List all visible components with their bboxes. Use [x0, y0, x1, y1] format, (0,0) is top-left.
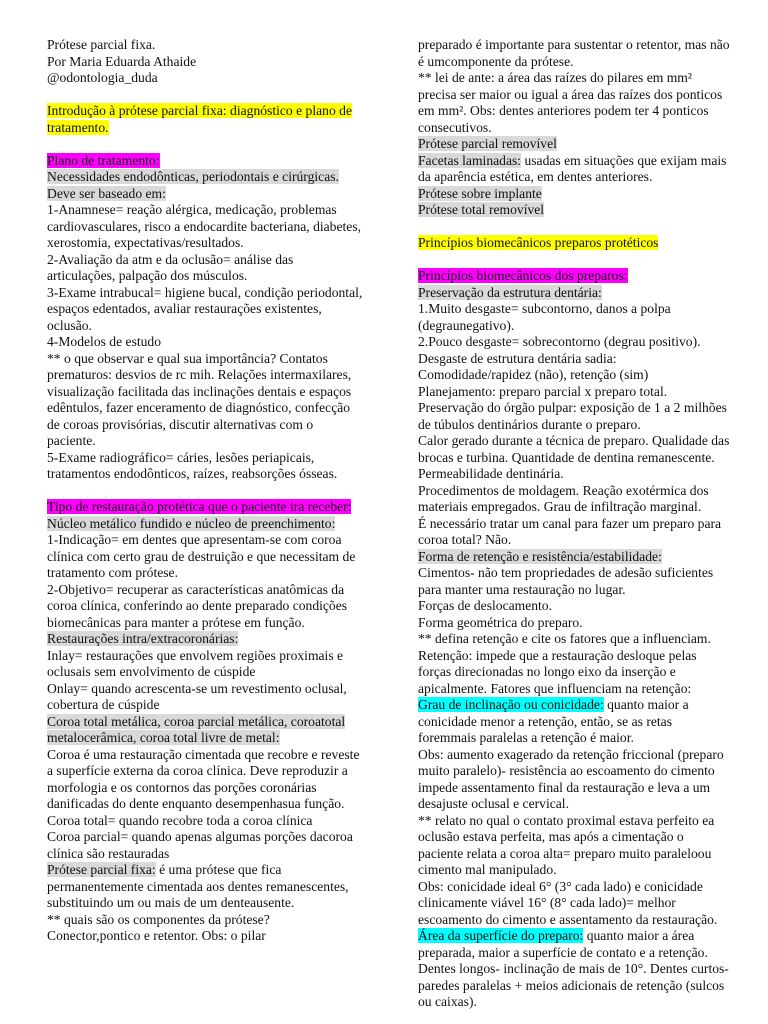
- paragraph-text: 2-Avaliação da atm e da oclusão= análise das articulações, palpação dos músculos.: [47, 251, 294, 283]
- text-paragraph: [418, 37, 730, 70]
- text-paragraph: [47, 252, 365, 285]
- highlighted-text: Princípios biomecânicos preparos protéticos: [418, 235, 659, 250]
- highlighted-text: Tipo de restauração protética que o paciente ira receber:: [47, 499, 352, 514]
- paragraph-text: ** relato no qual o contato proximal estava perfeito ea oclusão estava perfeita, mas após a cimentação o paciente relata a coroa alta= preparo muito paraleloou cimento mal manipulado.: [418, 812, 715, 877]
- text-paragraph: [418, 367, 730, 384]
- text-paragraph: [47, 582, 365, 632]
- text-paragraph: [418, 879, 730, 929]
- text-paragraph: [47, 813, 365, 830]
- highlighted-text: Necessidades endodônticas, periodontais e cirúrgicas.: [47, 169, 339, 184]
- text-paragraph: [418, 615, 730, 632]
- text-paragraph: [418, 186, 730, 203]
- paragraph-text: Coroa é uma restauração cimentada que recobre e reveste a superfície externa da coroa clínica. Deve reproduzir a morfologia e os contornos das porções coronárias danificadas do dente enquanto desempenhasua função.: [47, 746, 360, 811]
- paragraph-text: quanto maior a conicidade menor a retenção, então, se as retas foremmais paralelas a retenção é maior.: [418, 697, 689, 745]
- paragraph-text: 2-Objetivo= recuperar as características anatômicas da coroa clínica, conferindo ao dente preparado condições biomecânicas para manter a prótese em função.: [47, 581, 348, 630]
- paragraph-text: Obs: conicidade ideal 6° (3° cada lado) e conicidade clinicamente viável 16° (8° cada lado)= melhor escoamento do cimento e assentamento da restauração.: [418, 878, 718, 927]
- paragraph-text: Coroa total= quando recobre toda a coroa clínica: [47, 812, 313, 828]
- highlighted-text: Grau de inclinação ou conicidade:: [418, 697, 604, 712]
- paragraph-text: Dentes longos- inclinação de mais de 10°. Dentes curtos- paredes paralelas + meios adicionais de retenção (sulcos ou caixas).: [418, 961, 729, 1009]
- text-paragraph: [47, 516, 365, 533]
- paragraph-text: quanto maior a área preparada, maior a superfície de contato e a retenção.: [418, 928, 708, 960]
- paragraph-text: @odontologia_duda: [47, 70, 158, 85]
- text-paragraph: [418, 351, 730, 368]
- paragraph-spacer: [47, 87, 365, 104]
- paragraph-text: 1-Anamnese= reação alérgica, medicação, problemas cardiovasculares, risco a endocardite bacteriana, diabetes, xerostomia, expectativas/resultados.: [47, 202, 362, 250]
- highlighted-text: Núcleo metálico fundido e núcleo de preenchimento:: [47, 515, 336, 531]
- paragraph-text: Preservação do órgão pulpar: exposição de 1 a 2 milhões de túbulos dentinários durante o preparo.: [418, 400, 727, 432]
- highlighted-text: Restaurações intra/extracoronárias:: [47, 631, 239, 646]
- text-paragraph: [47, 714, 365, 747]
- text-paragraph: [47, 648, 365, 681]
- paragraph-text: Forças de deslocamento.: [418, 598, 553, 613]
- paragraph-text: Retenção: impede que a restauração desloque pelas forças direcionadas no longo eixo da inserção e apicalmente. Fatores que influenciam na retenção:: [418, 647, 697, 696]
- highlighted-text: Prótese parcial fixa:: [47, 862, 156, 877]
- text-paragraph: [47, 153, 365, 170]
- text-paragraph: [418, 516, 730, 549]
- paragraph-text: ** defina retenção e cite os fatores que a influenciam.: [418, 631, 711, 646]
- paragraph-text: Calor gerado durante a técnica de preparo. Qualidade das brocas e turbina. Quantidade de dentina remanescente. Permeabilidade dentinária.: [418, 433, 730, 481]
- highlighted-text: Forma de retenção e resistência/estabilidade:: [418, 548, 662, 564]
- text-paragraph: [418, 235, 730, 252]
- paragraph-spacer: [47, 136, 365, 153]
- text-paragraph: [418, 565, 730, 598]
- highlighted-text: Prótese parcial removível: [418, 136, 557, 151]
- text-paragraph: [47, 103, 365, 136]
- text-paragraph: [418, 400, 730, 433]
- paragraph-text: Onlay= quando acrescenta-se um revestimento oclusal, cobertura de cúspide: [47, 680, 347, 712]
- text-paragraph: [418, 70, 730, 136]
- text-paragraph: [418, 928, 730, 961]
- text-paragraph: [418, 747, 730, 813]
- text-paragraph: [47, 532, 365, 582]
- paragraph-spacer: [418, 252, 730, 269]
- text-paragraph: [418, 433, 730, 483]
- paragraph-text: 1.Muito desgaste= subcontorno, danos a polpa (degraunegativo).: [418, 301, 671, 333]
- paragraph-text: Conector,pontico e retentor. Obs: o pilar: [47, 928, 266, 943]
- highlighted-text: Facetas laminadas:: [418, 152, 522, 168]
- right-column: [418, 37, 730, 1011]
- paragraph-spacer: [47, 483, 365, 500]
- paragraph-text: Forma geométrica do preparo.: [418, 614, 583, 630]
- text-paragraph: [418, 483, 730, 516]
- paragraph-text: Cimentos- não tem propriedades de adesão suficientes para manter uma restauração no lugar.: [418, 565, 714, 597]
- text-paragraph: [47, 70, 365, 87]
- paragraph-spacer: [418, 219, 730, 236]
- paragraph-text: 5-Exame radiográfico= cáries, lesões periapicais, tratamentos endodônticos, raízes, reabsorções ósseas.: [47, 449, 338, 481]
- text-paragraph: [418, 202, 730, 219]
- paragraph-text: É necessário tratar um canal para fazer um preparo para coroa total? Não.: [418, 515, 722, 547]
- text-paragraph: [418, 631, 730, 648]
- highlighted-text: Princípios biomecânicos dos preparos:: [418, 268, 628, 283]
- paragraph-text: 4-Modelos de estudo: [47, 334, 162, 349]
- paragraph-text: é uma prótese que fica permanentemente cimentada aos dentes remanescentes, substituindo um ou mais de um denteausente.: [47, 862, 349, 910]
- text-paragraph: [418, 648, 730, 698]
- paragraph-text: ** quais são os componentes da prótese?: [47, 911, 270, 927]
- text-paragraph: [418, 598, 730, 615]
- highlighted-text: Coroa total metálica, coroa parcial metálica, coroatotal metalocerâmica, coroa total livre de metal:: [47, 713, 346, 745]
- text-paragraph: [47, 928, 365, 945]
- paragraph-text: Coroa parcial= quando apenas algumas porções dacoroa clínica são restauradas: [47, 829, 353, 861]
- paragraph-text: Obs: aumento exagerado da retenção friccional (preparo muito paralelo)- resistência ao escoamento do cimento impede assentamento final da restauração e leva a um desajuste oclusal e cervical.: [418, 746, 724, 811]
- text-paragraph: [418, 549, 730, 566]
- text-paragraph: [418, 153, 730, 186]
- text-paragraph: [418, 961, 730, 1011]
- left-column: [47, 37, 365, 945]
- text-paragraph: [47, 169, 365, 186]
- paragraph-text: Planejamento: preparo parcial x preparo total.: [418, 383, 668, 399]
- text-paragraph: [418, 384, 730, 401]
- paragraph-text: 3-Exame intrabucal= higiene bucal, condição periodontal, espaços edentados, avaliar restaurações existentes, oclusão.: [47, 284, 363, 333]
- text-paragraph: [418, 334, 730, 351]
- highlighted-text: Prótese sobre implante: [418, 185, 542, 201]
- paragraph-text: Desgaste de estrutura dentária sadia:: [418, 350, 617, 366]
- paragraph-text: Prótese parcial fixa.: [47, 37, 156, 52]
- text-paragraph: [47, 631, 365, 648]
- text-paragraph: [418, 697, 730, 747]
- paragraph-text: Por Maria Eduarda Athaide: [47, 53, 197, 69]
- paragraph-text: Comodidade/rapidez (não), retenção (sim): [418, 367, 649, 382]
- text-paragraph: [47, 285, 365, 335]
- paragraph-text: 1-Indicação= em dentes que apresentam-se com coroa clínica com certo grau de destruição e que necessitam de tratamento com prótese.: [47, 532, 356, 580]
- text-paragraph: [418, 301, 730, 334]
- paragraph-text: 2.Pouco desgaste= sobrecontorno (degrau positivo).: [418, 334, 701, 349]
- text-paragraph: [418, 813, 730, 879]
- paragraph-text: Procedimentos de moldagem. Reação exotérmica dos materiais empregados. Grau de infiltração marginal.: [418, 482, 709, 514]
- text-paragraph: [47, 681, 365, 714]
- highlighted-text: Área da superfície do preparo:: [418, 928, 584, 943]
- text-paragraph: [47, 747, 365, 813]
- text-paragraph: [418, 268, 730, 285]
- text-paragraph: [47, 334, 365, 351]
- paragraph-text: preparado é importante para sustentar o retentor, mas não é umcomponente da prótese.: [418, 37, 730, 69]
- paragraph-text: Inlay= restaurações que envolvem regiões proximais e oclusais sem envolvimento de cúspide: [47, 647, 344, 679]
- paragraph-text: usadas em situações que exijam mais da aparência estética, em dentes anteriores.: [418, 152, 727, 184]
- highlighted-text: Preservação da estrutura dentária:: [418, 284, 602, 300]
- text-paragraph: [47, 829, 365, 862]
- text-paragraph: [47, 499, 365, 516]
- highlighted-text: Prótese total removível: [418, 202, 545, 217]
- paragraph-text: ** o que observar e qual sua importância? Contatos prematuros: desvios de rc mih. Relações intermaxilares, visualização facilitada das inclinações dentais e espaços edêntulos, fazer enceramento de diagnóstico, confecção de coroas provisórias, discutir alternativas com o paciente.: [47, 350, 352, 448]
- text-paragraph: [47, 202, 365, 252]
- highlighted-text: Deve ser baseado em:: [47, 185, 166, 201]
- text-paragraph: [47, 912, 365, 929]
- highlighted-text: Plano de tratamento:: [47, 152, 160, 168]
- text-paragraph: [418, 136, 730, 153]
- text-paragraph: [47, 450, 365, 483]
- text-paragraph: [418, 285, 730, 302]
- text-paragraph: [47, 351, 365, 450]
- paragraph-text: ** lei de ante: a área das raízes do pilares em mm² precisa ser maior ou igual a área das raízes dos ponticos em mm². Obs: dentes anteriores podem ter 4 ponticos consecutivos.: [418, 70, 723, 135]
- text-paragraph: [47, 862, 365, 912]
- text-paragraph: [47, 186, 365, 203]
- highlighted-text: Introdução à prótese parcial fixa: diagnóstico e plano de tratamento.: [47, 103, 352, 135]
- text-paragraph: [47, 54, 365, 71]
- text-paragraph: [47, 37, 365, 54]
